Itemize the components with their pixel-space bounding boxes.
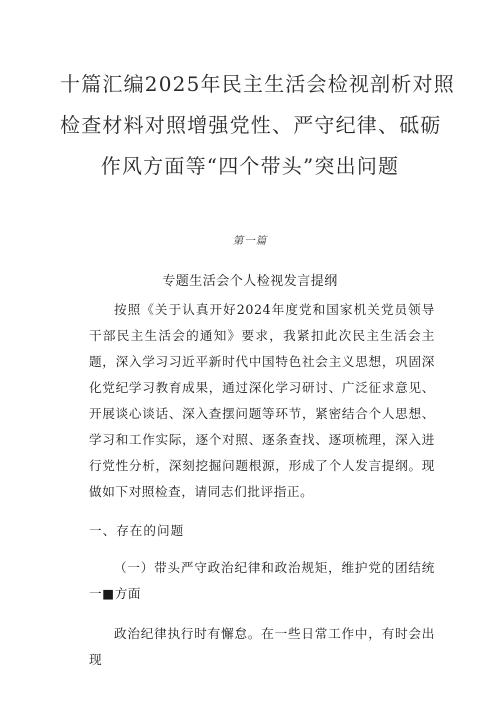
body-paragraph: 政治纪律执行时有懈怠。在一些日常工作中，有时会出现 [89,626,435,667]
document-title [60,64,455,187]
section-subtitle: 专题生活会个人检视发言提纲 [162,274,338,289]
title-line-1: 十篇汇编2025年民主生活会检视剖析对照 [60,72,455,96]
section-heading: 一、存在的问题 [89,523,185,538]
subsection-heading: （一）带头严守政治纪律和政治规矩，维护党的团结统一■方面 [89,560,435,601]
title-line-3: 作风方面等“四个带头”突出问题 [100,154,400,178]
part-label: 第一篇 [232,235,268,247]
title-line-2: 检查材料对照增强党性、严守纪律、砥砺 [60,113,442,137]
intro-paragraph: 按照《关于认真开好2024年度党和国家机关党员领导干部民主生活会的通知》要求，我紧扣此次民主生活会主题，深入学习习近平新时代中国特色社会主义思想，巩固深化党纪学习教育成果，通过深化学习研讨、广泛征求意见、开展谈心谈话、深入查摆问题等环节，紧密结合个人思想、学习和工作实际，逐个对照、逐条查找、逐项梳理，深入进行党性分析，深刻挖掘问题根源，形成了个人发言提纲。现做如下对照检查，请同志们批评指正。 [89,302,435,499]
